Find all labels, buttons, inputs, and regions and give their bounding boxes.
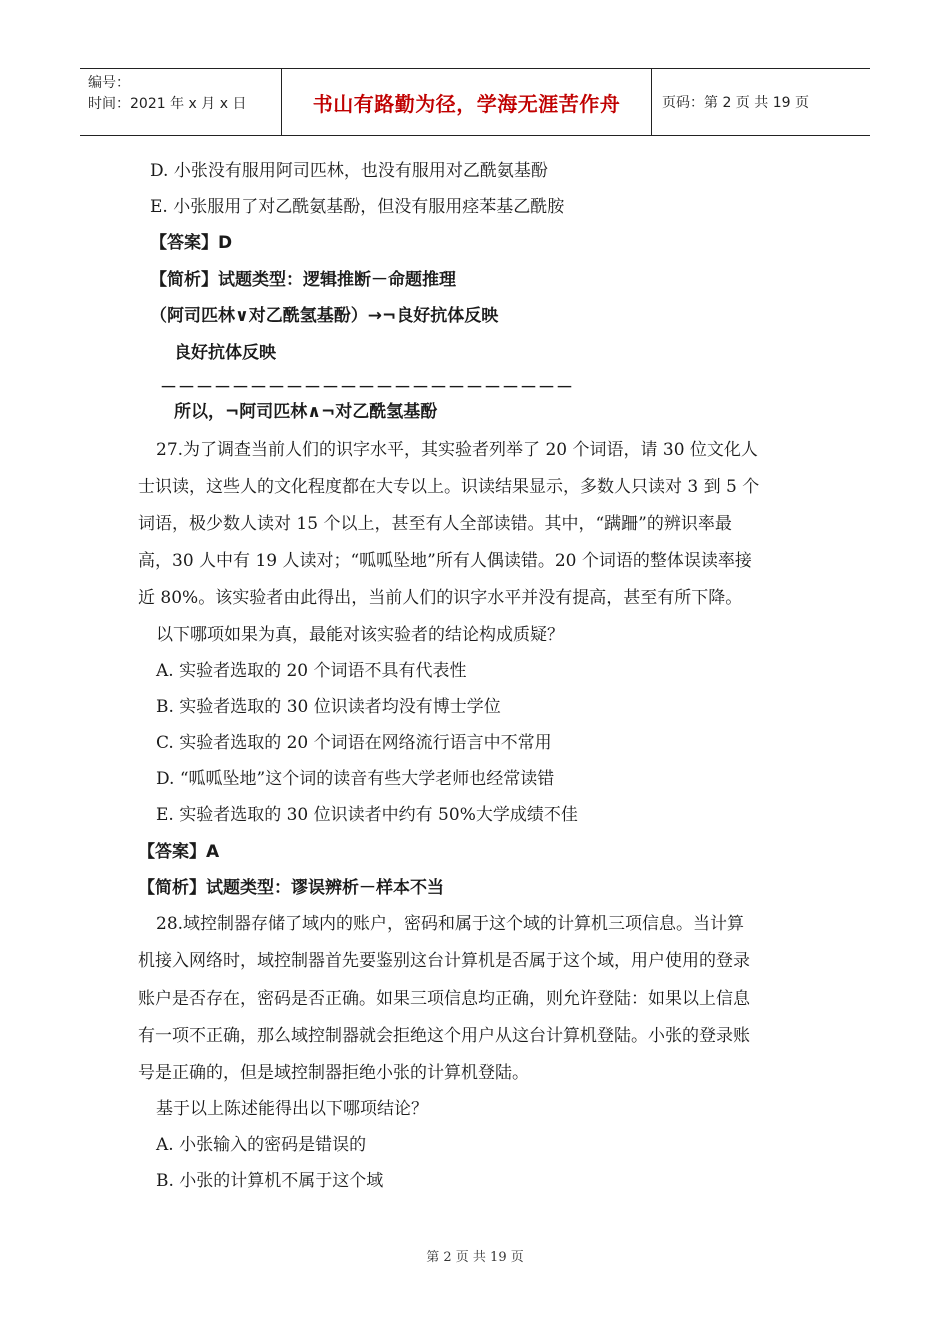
- header-page-info: 页码：第 2 页 共 19 页: [662, 95, 809, 111]
- premise-2-q26: 良好抗体反映: [174, 343, 276, 363]
- q28-text-line-1: 28.域控制器存储了域内的账户，密码和属于这个域的计算机三项信息。当计算: [156, 914, 745, 934]
- conclusion-q26: 所以，¬阿司匹林∧¬对乙酰氢基酚: [174, 402, 438, 422]
- q27-text-line-3: 词语，极少数人读对 15 个以上，甚至有人全部读错。其中，“蹒跚”的辨识率最: [138, 514, 732, 534]
- q27-text-line-5: 近 80%。该实验者由此得出，当前人们的识字水平并没有提高，甚至有所下降。: [138, 588, 743, 608]
- option-e-q26: E. 小张服用了对乙酰氨基酚，但没有服用痉苯基乙酰胺: [150, 197, 565, 217]
- q27-text-line-4: 高，30 人中有 19 人读对；“呱呱坠地”所有人偶读错。20 个词语的整体误读率接: [138, 551, 752, 571]
- q28-question: 基于以上陈述能得出以下哪项结论？: [156, 1099, 428, 1119]
- q28-option-b: B. 小张的计算机不属于这个域: [156, 1171, 384, 1191]
- premise-1-q26: （阿司匹林∨对乙酰氢基酚）→¬良好抗体反映: [150, 306, 499, 326]
- q28-text-line-2: 机接入网络时，域控制器首先要鉴别这台计算机是否属于这个域，用户使用的登录: [138, 951, 750, 971]
- q27-option-e: E. 实验者选取的 30 位识读者中约有 50%大学成绩不佳: [156, 805, 578, 825]
- analysis-q26: 【简析】试题类型：逻辑推断－命题推理: [150, 270, 456, 290]
- analysis-q27: 【简析】试题类型：谬误辨析－样本不当: [138, 878, 444, 898]
- q27-question: 以下哪项如果为真，最能对该实验者的结论构成质疑？: [156, 625, 564, 645]
- answer-q26: 【答案】D: [150, 233, 233, 253]
- option-d-q26: D. 小张没有服用阿司匹林，也没有服用对乙酰氨基酚: [150, 161, 548, 181]
- q28-text-line-3: 账户是否存在，密码是否正确。如果三项信息均正确，则允许登陆：如果以上信息: [138, 989, 750, 1009]
- q27-text-line-2: 士识读，这些人的文化程度都在大专以上。识读结果显示，多数人只读对 3 到 5 个: [138, 477, 760, 497]
- q27-option-b: B. 实验者选取的 30 位识读者均没有博士学位: [156, 697, 501, 717]
- q28-text-line-4: 有一项不正确，那么域控制器就会拒绝这个用户从这台计算机登陆。小张的登录账: [138, 1026, 750, 1046]
- q27-option-d: D. “呱呱坠地”这个词的读音有些大学老师也经常读错: [156, 769, 555, 789]
- q27-text-line-1: 27.为了调查当前人们的识字水平，其实验者列举了 20 个词语，请 30 位文化人: [156, 440, 758, 460]
- q28-text-line-5: 号是正确的，但是域控制器拒绝小张的计算机登陆。: [138, 1063, 529, 1083]
- answer-q27: 【答案】A: [138, 842, 220, 862]
- conclusion-divider: －－－－－－－－－－－－－－－－－－－－－－－: [160, 378, 574, 398]
- q27-option-a: A. 实验者选取的 20 个词语不具有代表性: [156, 661, 467, 681]
- page-footer: 第 2 页 共 19 页: [426, 1250, 524, 1265]
- q27-option-c: C. 实验者选取的 20 个词语在网络流行语言中不常用: [156, 733, 552, 753]
- document-number-label: 编号：: [88, 75, 130, 91]
- page-header: [80, 68, 870, 136]
- header-meta: [80, 69, 282, 135]
- document-date: 时间：2021 年 x 月 x 日: [88, 96, 247, 112]
- q28-option-a: A. 小张输入的密码是错误的: [156, 1135, 367, 1155]
- header-motto: 书山有路勤为径，学海无涯苦作舟: [282, 69, 652, 135]
